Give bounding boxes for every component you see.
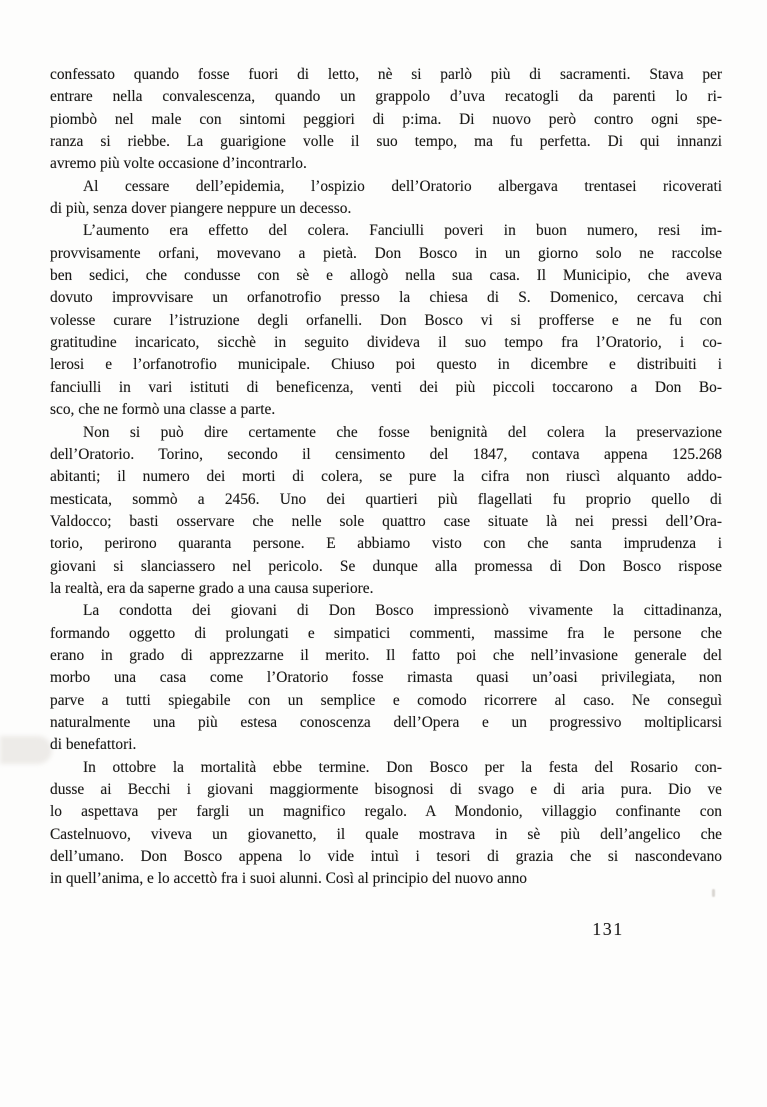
text-line: abitanti; il numero dei morti di colera, se pure la cifra non riuscì alquanto addo- — [50, 468, 722, 486]
scan-speck-artifact — [712, 889, 715, 897]
text-line: ben sedici, che condusse con sè e allogò nella sua casa. Il Municipio, che aveva — [50, 267, 722, 285]
text-line: fanciulli in vari istituti di beneficenza, venti dei più piccoli toccarono a Don Bo- — [50, 378, 722, 396]
text-line: Castelnuovo, viveva un giovanetto, il quale mostrava in sè più dell’angelico che — [50, 825, 722, 843]
text-block — [50, 64, 722, 891]
text-line: lo aspettava per fargli un magnifico regalo. A Mondonio, villaggio confinante con — [50, 803, 722, 821]
text-line: di più, senza dover piangere neppure un decesso. — [50, 200, 352, 218]
text-line: la realtà, era da saperne grado a una causa superiore. — [50, 579, 374, 597]
scan-smudge-artifact — [0, 736, 52, 764]
text-line: erano in grado di apprezzarne il merito. Il fatto poi che nell’invasione generale del — [50, 646, 722, 664]
text-line: morbo una casa come l’Oratorio fosse rimasta quasi un’oasi privilegiata, non — [50, 669, 722, 687]
text-line: lerosi e l’orfanotrofio municipale. Chiuso poi questo in dicembre e distribuiti i — [50, 356, 722, 374]
text-line: Non si può dire certamente che fosse benignità del colera la preservazione — [83, 423, 722, 441]
text-line: formando oggetto di prolungati e simpatici commenti, massime fra le persone che — [50, 624, 722, 642]
text-line: La condotta dei giovani di Don Bosco impressionò vivamente la cittadinanza, — [83, 602, 722, 620]
text-line: avremo più volte occasione d’incontrarlo. — [50, 155, 307, 173]
text-line: dell’umano. Don Bosco appena lo vide intuì i tesori di grazia che si nascondevano — [50, 848, 722, 866]
text-line: giovani si slanciassero nel pericolo. Se dunque alla promessa di Don Bosco rispose — [50, 557, 722, 575]
text-line: volesse curare l’istruzione degli orfanelli. Don Bosco vi si profferse e ne fu con — [50, 311, 722, 329]
text-line: Al cessare dell’epidemia, l’ospizio dell’Oratorio albergava trentasei ricoverati — [83, 177, 722, 195]
text-line: naturalmente una più estesa conoscenza dell’Opera e un progressivo moltiplicarsi — [50, 713, 722, 731]
text-line: torio, perirono quaranta persone. E abbiamo visto con che santa imprudenza i — [50, 535, 722, 553]
text-line: ranza si riebbe. La guarigione volle il suo tempo, ma fu perfetta. Di qui innanzi — [50, 133, 722, 151]
text-line: di benefattori. — [50, 736, 137, 754]
text-line: provvisamente orfani, movevano a pietà. Don Bosco in un giorno solo ne raccolse — [50, 244, 722, 262]
text-line: parve a tutti spiegabile con un semplice e comodo ricorrere al caso. Ne conseguì — [50, 691, 722, 709]
text-line: piombò nel male con sintomi peggiori di p:ima. Di nuovo però contro ogni spe- — [50, 110, 722, 128]
text-line: mesticata, sommò a 2456. Uno dei quartieri più flagellati fu proprio quello di — [50, 490, 722, 508]
text-line: In ottobre la mortalità ebbe termine. Don Bosco per la festa del Rosario con- — [83, 758, 722, 776]
text-line: confessato quando fosse fuori di letto, nè si parlò più di sacramenti. Stava per — [50, 66, 722, 83]
text-line: entrare nella convalescenza, quando un grappolo d’uva recatogli da parenti lo ri- — [50, 88, 722, 106]
text-line: dusse ai Becchi i giovani maggiormente bisognosi di svago e di aria pura. Dio ve — [50, 781, 722, 798]
text-line: gratitudine incaricato, sicchè in seguito divideva il suo tempo fra l’Oratorio, i co- — [50, 334, 722, 352]
text-line: dell’Oratorio. Torino, secondo il censimento del 1847, contava appena 125.268 — [50, 445, 722, 463]
text-line: dovuto improvvisare un orfanotrofio presso la chiesa di S. Domenico, cercava chi — [50, 289, 722, 307]
text-line: Valdocco; basti osservare che nelle sole quattro case situate là nei pressi dell’Ora- — [50, 512, 722, 530]
text-line: sco, che ne formò una classe a parte. — [50, 401, 276, 419]
text-line: L’aumento era effetto del colera. Fanciulli poveri in buon numero, resi im- — [83, 222, 722, 240]
page-number: 131 — [592, 919, 624, 939]
text-line: in quell’anima, e lo accettò fra i suoi alunni. Così al principio del nuovo anno — [50, 870, 527, 888]
